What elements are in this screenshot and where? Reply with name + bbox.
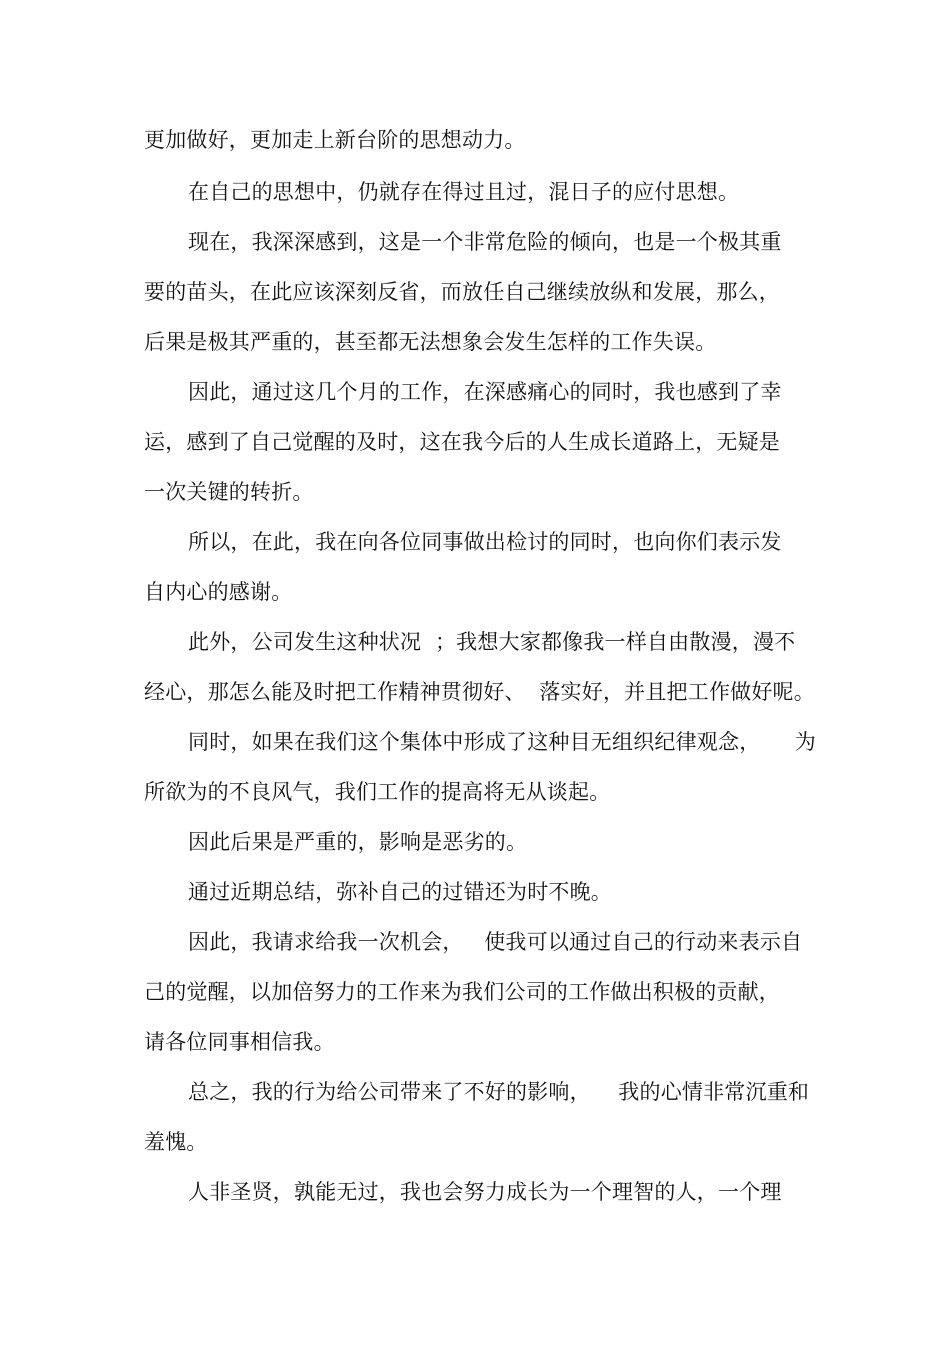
text-line-20: 总之，我的行为给公司带来了不好的影响， 我的心情非常沉重和 [188, 1080, 810, 1104]
text-line-4: 要的苗头，在此应该深刻反省，而放任自己继续放纵和发展，那么， [144, 280, 780, 304]
text-line-5: 后果是极其严重的，甚至都无法想象会发生怎样的工作失误。 [144, 330, 717, 354]
text-line-9: 所以，在此，我在向各位同事做出检讨的同时，也向你们表示发 [188, 530, 782, 554]
text-line-22: 人非圣贤，孰能无过，我也会努力成长为一个理智的人，一个理 [188, 1180, 782, 1204]
text-line-14: 所欲为的不良风气，我们工作的提高将无从谈起。 [144, 780, 611, 804]
text-line-8: 一次关键的转折。 [144, 480, 314, 504]
text-line-19: 请各位同事相信我。 [144, 1030, 335, 1054]
text-line-17: 因此，我请求给我一次机会， 使我可以通过自己的行动来表示自 [188, 930, 803, 954]
text-line-7: 运，感到了自己觉醒的及时，这在我今后的人生成长道路上，无疑是 [144, 430, 780, 454]
text-line-18: 己的觉醒，以加倍努力的工作来为我们公司的工作做出积极的贡献， [144, 980, 780, 1004]
text-line-10: 自内心的感谢。 [144, 580, 293, 604]
text-line-12: 经心，那怎么能及时把工作精神贯彻好、 落实好，并且把工作做好呢。 [144, 680, 815, 704]
text-line-1: 更加做好，更加走上新台阶的思想动力。 [144, 128, 526, 152]
text-line-3: 现在，我深深感到，这是一个非常危险的倾向，也是一个极其重 [188, 230, 782, 254]
text-line-6: 因此，通过这几个月的工作，在深感痛心的同时，我也感到了幸 [188, 380, 782, 404]
text-line-15: 因此后果是严重的，影响是恶劣的。 [188, 830, 528, 854]
text-line-2: 在自己的思想中，仍就存在得过且过，混日子的应付思想。 [188, 180, 740, 204]
text-line-13: 同时，如果在我们这个集体中形成了这种目无组织纪律观念， 为 [188, 730, 816, 754]
text-line-11: 此外，公司发生这种状况 ；我想大家都像我一样自由散漫，漫不 [188, 630, 796, 654]
text-line-16: 通过近期总结，弥补自己的过错还为时不晚。 [188, 880, 612, 904]
text-line-21: 羞愧。 [144, 1130, 208, 1154]
